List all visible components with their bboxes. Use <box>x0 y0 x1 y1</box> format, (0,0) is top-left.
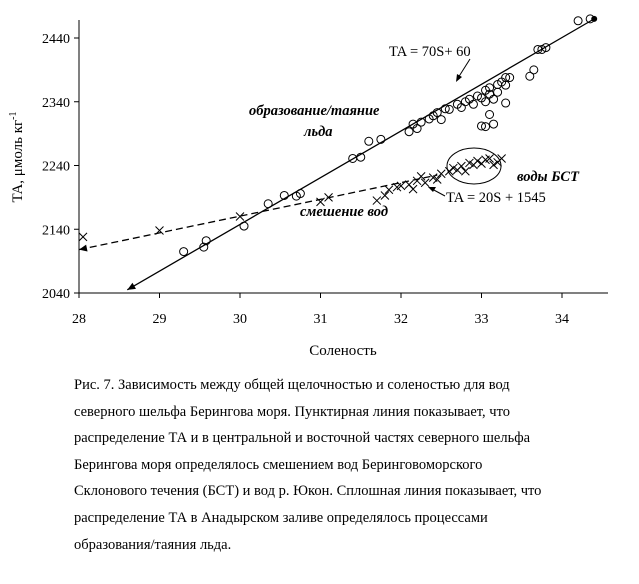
x-tick-label: 28 <box>72 312 86 327</box>
x-tick-label: 32 <box>394 312 408 327</box>
solid-line-equation: TA = 70S+ 60 <box>389 44 471 60</box>
y-axis-title-sup: -1 <box>8 111 19 120</box>
caption-line: распределение ТА в Анадырском заливе определялось процессами <box>74 509 488 526</box>
x-axis-title: Соленость <box>309 343 377 359</box>
y-tick-label: 2240 <box>42 159 70 175</box>
axes <box>79 20 608 293</box>
y-tick-label: 2140 <box>42 223 70 239</box>
cross-point <box>381 191 389 199</box>
x-tick-label: 30 <box>233 312 247 327</box>
cross-point <box>457 162 465 170</box>
y-tick-label: 2440 <box>42 32 70 47</box>
caption-line: образования/таяния льда. <box>74 536 232 553</box>
y-ticks <box>42 32 79 302</box>
caption-line: распределение ТА и в центральной и восточной частях северного шельфа <box>74 430 531 447</box>
cross-point <box>409 185 417 193</box>
caption-line: Склонового течения (БСТ) и вод р. Юкон. Сплошная линия показывает, что <box>74 483 542 500</box>
caption-line: Рис. 7. Зависимость между общей щелочностью и соленостью для вод <box>74 377 510 393</box>
y-tick-label: 2040 <box>42 287 70 302</box>
circle-point <box>469 100 477 108</box>
x-tick-label: 33 <box>474 312 489 327</box>
ice-label-line1: образование/таяние <box>249 103 380 119</box>
cross-point <box>79 233 87 241</box>
circle-point <box>574 17 582 25</box>
solid-fit-line <box>127 19 594 290</box>
x-tick-label: 31 <box>313 312 328 327</box>
caption-line: северного шельфа Берингова моря. Пунктирная линия показывает, что <box>74 403 510 420</box>
circle-point <box>502 99 510 107</box>
bst-label: воды БСТ <box>517 169 579 185</box>
cross-point <box>461 167 469 175</box>
cross-point <box>385 186 393 194</box>
ice-label-line2: льда <box>304 124 333 140</box>
circle-point <box>494 88 502 96</box>
circle-point <box>180 248 188 256</box>
y-axis-title <box>8 112 26 203</box>
dashed-line-equation: TA = 20S + 1545 <box>446 190 546 206</box>
dashed-eq-pointer-arrowhead <box>428 187 436 192</box>
circle-point <box>437 116 445 124</box>
circle-point <box>264 200 272 208</box>
solid-eq-pointer <box>458 59 470 78</box>
dashed-line-arrowhead <box>79 245 88 252</box>
circle-point <box>490 120 498 128</box>
circle-point <box>530 66 538 74</box>
cross-point <box>437 170 445 178</box>
circle-point <box>240 222 248 230</box>
x-tick-label: 34 <box>555 312 569 327</box>
circle-point <box>405 128 413 136</box>
solid-eq-pointer-arrowhead <box>456 74 462 82</box>
cross-point <box>236 213 244 221</box>
caption-line: Берингова моря определялось смешением вод Беринговоморского <box>74 456 483 473</box>
circle-point <box>365 137 373 145</box>
mix-label: смешение вод <box>300 204 389 220</box>
solid-line-arrowhead <box>127 283 136 290</box>
fit-lines <box>79 16 597 290</box>
figure-caption <box>74 372 632 558</box>
circle-point <box>486 111 494 119</box>
y-axis-title-base: TA, μмоль кг <box>10 119 26 203</box>
cross-point <box>473 157 481 165</box>
y-tick-label: 2340 <box>42 95 70 111</box>
x-ticks <box>72 293 569 327</box>
x-tick-label: 29 <box>152 312 167 327</box>
